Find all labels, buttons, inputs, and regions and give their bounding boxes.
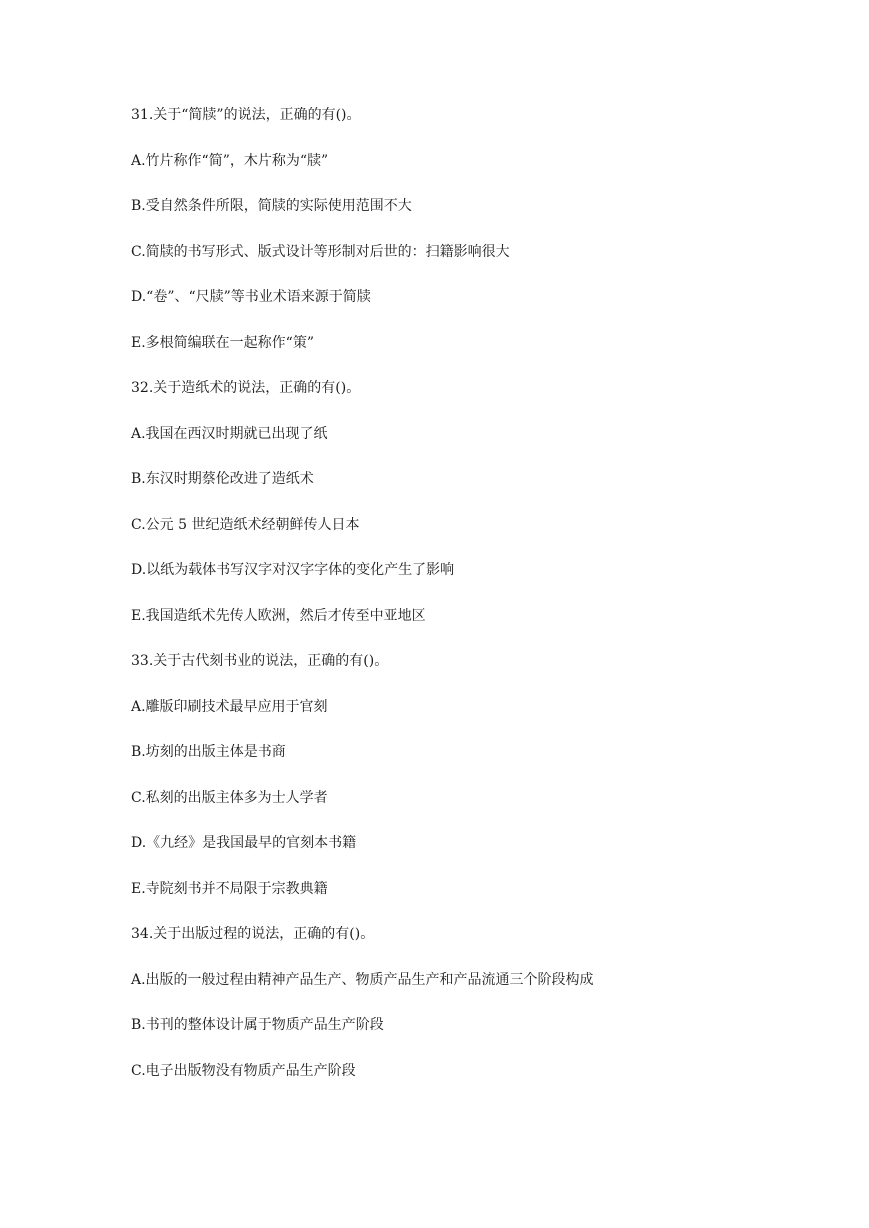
question-32-option-a: A.我国在西汉时期就已出现了纸	[131, 425, 328, 442]
question-33-option-e: E.寺院刻书并不局限于宗教典籍	[131, 880, 328, 897]
question-32-stem: 32.关于造纸术的说法，正确的有()。	[131, 380, 361, 396]
question-31-option-d: D.“卷”、“尺牍”等书业术语来源于简牍	[131, 289, 371, 305]
question-32-option-b: B.东汉时期蔡伦改进了造纸术	[131, 471, 314, 487]
question-33-stem: 33.关于古代刻书业的说法，正确的有()。	[131, 653, 389, 669]
question-32-option-c: C.公元 5 世纪造纸术经朝鲜传人日本	[131, 516, 360, 533]
question-34-option-a: A.出版的一般过程由精神产品生产、物质产品生产和产品流通三个阶段构成	[131, 971, 594, 988]
question-31-option-e: E.多根简编联在一起称作“策”	[131, 334, 314, 351]
question-34-stem: 34.关于出版过程的说法，正确的有()。	[131, 926, 375, 942]
question-31-option-b: B.受自然条件所限，简牍的实际使用范围不大	[131, 198, 412, 214]
question-31-option-a: A.竹片称作“简”，木片称为“牍”	[131, 152, 329, 169]
document-body	[131, 103, 831, 1104]
question-31-stem: 31.关于“简牍”的说法，正确的有()。	[131, 107, 361, 123]
question-34-option-c: C.电子出版物没有物质产品生产阶段	[131, 1062, 356, 1079]
question-34-option-b: B.书刊的整体设计属于物质产品生产阶段	[131, 1017, 384, 1033]
question-33-option-c: C.私刻的出版主体多为士人学者	[131, 789, 328, 806]
question-32-option-e: E.我国造纸术先传人欧洲，然后才传至中亚地区	[131, 607, 426, 624]
question-33-option-a: A.雕版印刷技术最早应用于官刻	[131, 698, 328, 715]
question-31-option-c: C.简牍的书写形式、版式设计等形制对后世的：扫籍影响很大	[131, 243, 510, 260]
question-33-option-d: D.《九经》是我国最早的官刻本书籍	[131, 835, 357, 851]
question-32-option-d: D.以纸为载体书写汉字对汉字字体的变化产生了影响	[131, 562, 455, 578]
question-33-option-b: B.坊刻的出版主体是书商	[131, 744, 286, 760]
